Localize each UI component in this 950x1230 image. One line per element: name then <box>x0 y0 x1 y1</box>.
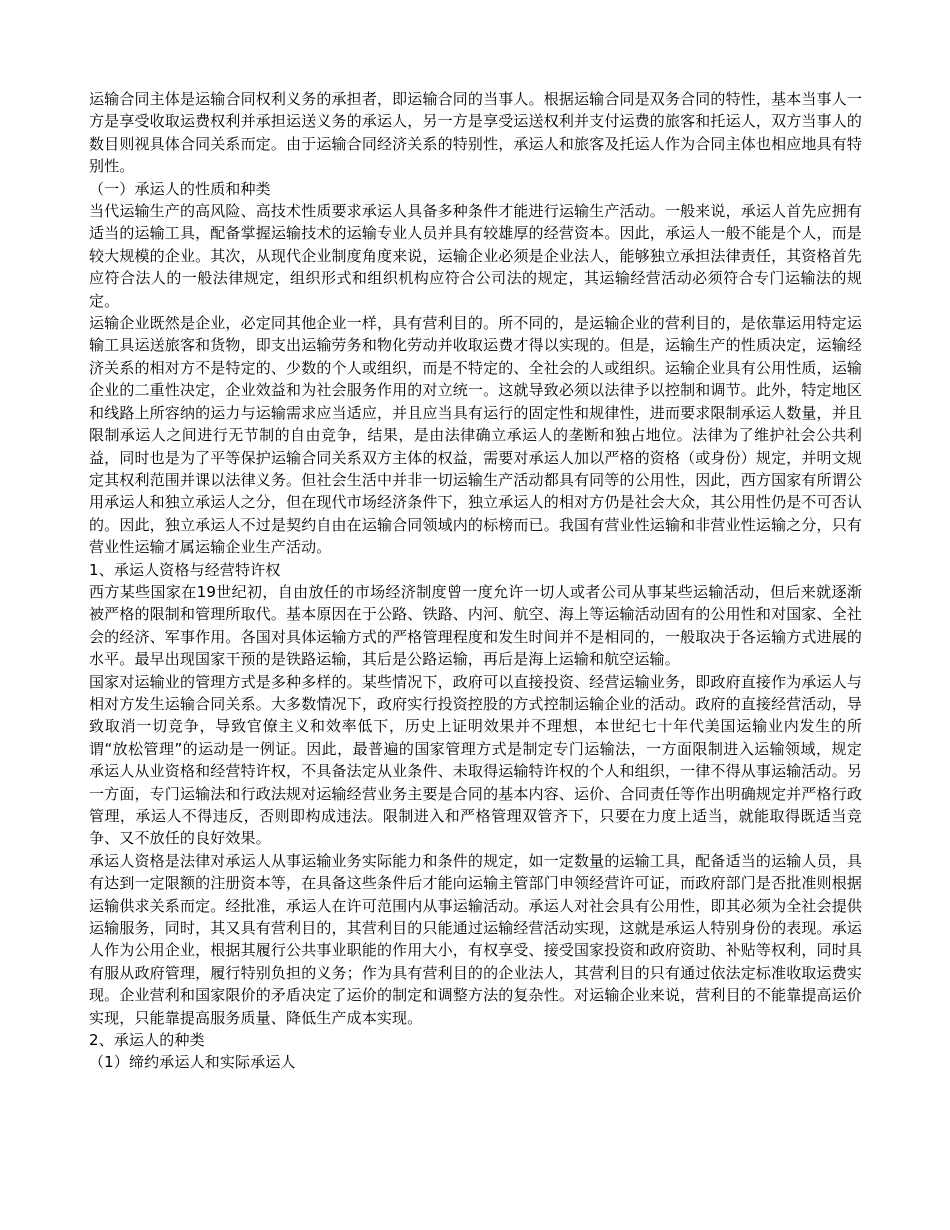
paragraph-western-history: 西方某些国家在19世纪初，自由放任的市场经济制度曾一度允许一切人或者公司从事某些运输活动，但后来就逐渐被严格的限制和管理所取代。基本原因在于公路、铁路、内河、航空、海上等运输活动固有的公用性和对国家、全社会的经济、军事作用。各国对具体运输方式的严格管理程度和发生时间并不是相同的，一般取决于各运输方式进展的水平。最早出现国家干预的是铁路运输，其后是公路运输，再后是海上运输和航空运输。 <box>89 582 862 669</box>
subheading-qualification: 1、承运人资格与经营特许权 <box>89 560 281 579</box>
section-heading-carrier-nature: （一）承运人的性质和种类 <box>89 179 271 198</box>
subheading-contracting-carrier: （1）缔约承运人和实际承运人 <box>89 1053 296 1072</box>
subheading-carrier-types: 2、承运人的种类 <box>89 1031 205 1050</box>
paragraph-state-management: 国家对运输业的管理方式是多种多样的。某些情况下，政府可以直接投资、经营运输业务，即政府直接作为承运人与相对方发生运输合同关系。大多数情况下，政府实行投资控股的方式控制运输企业的活动。政府的直接经营活动，导致取消一切竞争，导致官僚主义和效率低下，历史上证明效果并不理想，本世纪七十年代美国运输业内发生的所谓“放松管理”的运动是一例证。因此，最普遍的国家管理方式是制定专门运输法，一方面限制进入运输领域，规定承运人从业资格和经营特许权，不具备法定从业条件、未取得运输特许权的个人和组织，一律不得从事运输活动。另一方面，专门运输法和行政法规对运输经营业务主要是合同的基本内容、运价、合同责任等作出明确规定并严格行政管理，承运人不得违反，否则即构成违法。限制进入和严格管理双管齐下，只要在力度上适当，就能取得既适当竞争、又不放任的良好效果。 <box>89 672 862 848</box>
paragraph-carrier-conditions: 当代运输生产的高风险、高技术性质要求承运人具备多种条件才能进行运输生产活动。一般来说，承运人首先应拥有适当的运输工具，配备掌握运输技术的运输专业人员并具有较雄厚的经营资本。因此，承运人一般不能是个人，而是较大规模的企业。其次，从现代企业制度角度来说，运输企业必须是企业法人，能够独立承担法律责任，其资格首先应符合法人的一般法律规定，组织形式和组织机构应符合公司法的规定，其运输经营活动必须符合专门运输法的规定。 <box>89 202 862 310</box>
intro-paragraph: 运输合同主体是运输合同权利义务的承担者，即运输合同的当事人。根据运输合同是双务合同的特性，基本当事人一方是享受收取运费权利并承担运送义务的承运人，另一方是享受运送权利并支付运费的旅客和托运人，双方当事人的数目则视具体合同关系而定。由于运输合同经济关系的特别性，承运人和旅客及托运人作为合同主体也相应地具有特别性。 <box>89 90 862 176</box>
document-body <box>89 88 862 1074</box>
paragraph-carrier-qualification: 承运人资格是法律对承运人从事运输业务实际能力和条件的规定，如一定数量的运输工具，配备适当的运输人员，具有达到一定限额的注册资本等，在具备这些条件后才能向运输主管部门申领经营许可证，而政府部门是否批准则根据运输供求关系而定。经批准，承运人在许可范围内从事运输活动。承运人对社会具有公用性，即其必须为全社会提供运输服务，同时，其又具有营利目的，其营利目的只能通过运输经营活动实现，这就是承运人特别身份的表现。承运人作为公用企业，根据其履行公共事业职能的作用大小，有权享受、接受国家投资和政府资助、补贴等权利，同时具有服从政府管理，履行特别负担的义务；作为具有营利目的的企业法人，其营利目的只有通过依法定标准收取运费实现。企业营利和国家限价的矛盾决定了运价的制定和调整方法的复杂性。对运输企业来说，营利目的不能靠提高运价实现，只能靠提高服务质量、降低生产成本实现。 <box>89 851 862 1027</box>
paragraph-carrier-profit: 运输企业既然是企业，必定同其他企业一样，具有营利目的。所不同的，是运输企业的营利目的，是依靠运用特定运输工具运送旅客和货物，即支出运输劳务和物化劳动并收取运费才得以实现的。但是，运输生产的性质决定，运输经济关系的相对方不是特定的、少数的个人或组织，而是不特定的、全社会的人或组织。运输企业具有公用性质，运输企业的二重性决定，企业效益和为社会服务作用的对立统一。这就导致必须以法律予以控制和调节。此外，特定地区和线路上所容纳的运力与运输需求应当适应，并且应当具有运行的固定性和规律性，进而要求限制承运人数量，并且限制承运人之间进行无节制的自由竞争，结果，是由法律确立承运人的垄断和独占地位。法律为了维护社会公共利益，同时也是为了平等保护运输合同关系双方主体的权益，需要对承运人加以严格的资格（或身份）规定，并明文规定其权利范围并课以法律义务。但社会生活中并非一切运输生产活动都具有同等的公用性，因此，西方国家有所谓公用承运人和独立承运人之分，但在现代市场经济条件下，独立承运人的相对方仍是社会大众，其公用性仍是不可否认的。因此，独立承运人不过是契约自由在运输合同领域内的标榜而已。我国有营业性运输和非营业性运输之分，只有营业性运输才属运输企业生产活动。 <box>89 314 862 557</box>
